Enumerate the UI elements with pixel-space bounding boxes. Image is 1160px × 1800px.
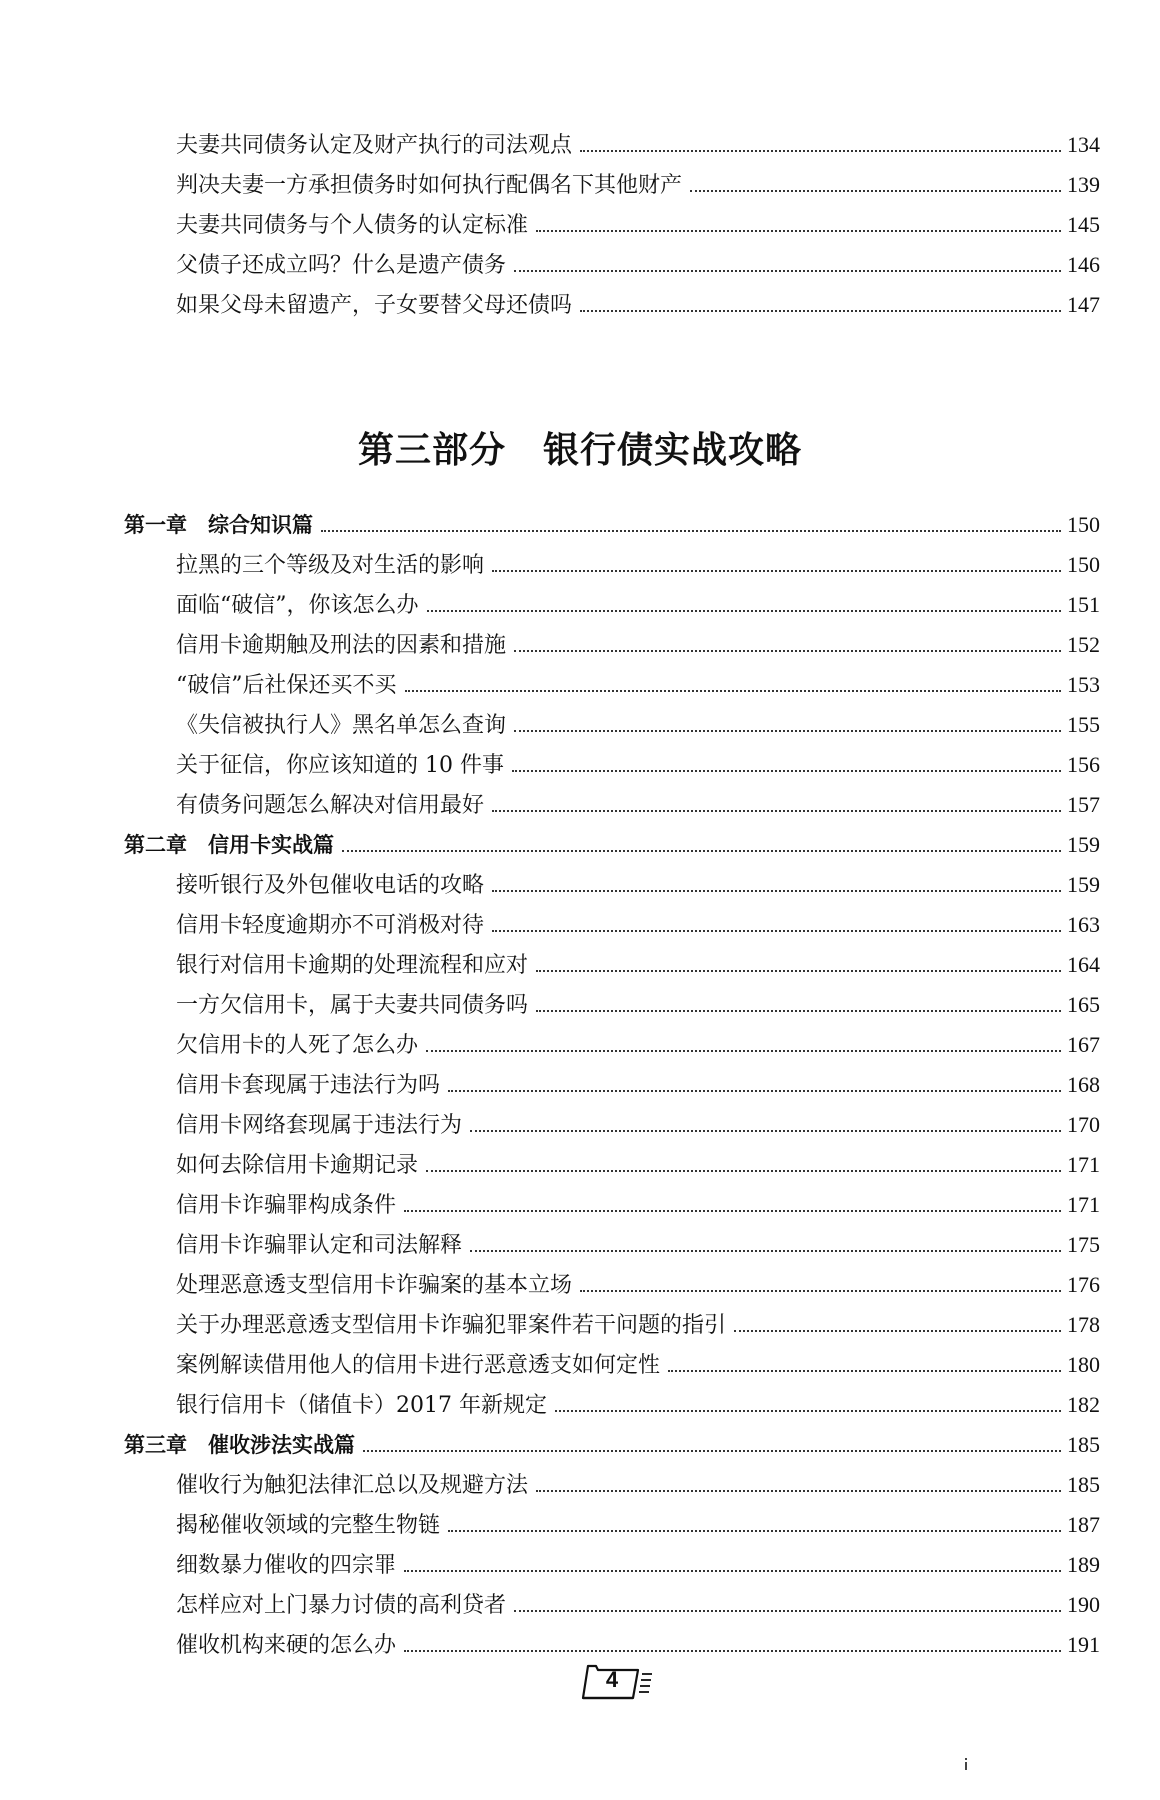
toc-entry bbox=[176, 1630, 1100, 1660]
chapter-page: 185 bbox=[1067, 1432, 1100, 1457]
dot-leader bbox=[580, 310, 1061, 312]
toc-entry bbox=[176, 1590, 1100, 1620]
dot-leader bbox=[536, 970, 1061, 972]
toc-entry bbox=[176, 1390, 1100, 1420]
toc-entry-page: 170 bbox=[1067, 1112, 1100, 1137]
dot-leader bbox=[492, 890, 1061, 892]
dot-leader bbox=[404, 1650, 1061, 1652]
dot-leader bbox=[426, 1050, 1061, 1052]
toc-entry-title: 拉黑的三个等级及对生活的影响 bbox=[176, 553, 485, 578]
toc-entry-title: 一方欠信用卡，属于夫妻共同债务吗 bbox=[176, 993, 529, 1018]
toc-entry bbox=[176, 250, 1100, 280]
toc-entry bbox=[176, 910, 1100, 940]
toc-entry-title: 如何去除信用卡逾期记录 bbox=[176, 1153, 419, 1178]
toc-entry-title: 《失信被执行人》黑名单怎么查询 bbox=[176, 713, 507, 738]
dot-leader bbox=[363, 1450, 1061, 1452]
toc-entry-title: 如果父母未留遗产，子女要替父母还债吗 bbox=[176, 293, 573, 318]
chapter-page: 159 bbox=[1067, 832, 1100, 857]
page-number-badge bbox=[580, 1662, 656, 1702]
toc-entry-page: 171 bbox=[1067, 1192, 1100, 1217]
toc-entry-page: 159 bbox=[1067, 872, 1100, 897]
toc-entry-page: 163 bbox=[1067, 912, 1100, 937]
toc-entry-title: 有债务问题怎么解决对信用最好 bbox=[176, 793, 485, 818]
toc-entry-title: 银行对信用卡逾期的处理流程和应对 bbox=[176, 953, 529, 978]
dot-leader bbox=[734, 1330, 1061, 1332]
toc-entry-title: 欠信用卡的人死了怎么办 bbox=[176, 1033, 419, 1058]
toc-entry bbox=[176, 1070, 1100, 1100]
toc-entry-title: 信用卡诈骗罪构成条件 bbox=[176, 1193, 397, 1218]
toc-entry-title: 催收机构来硬的怎么办 bbox=[176, 1633, 397, 1658]
toc-entry-page: 156 bbox=[1067, 752, 1100, 777]
toc-entry-title: 夫妻共同债务与个人债务的认定标准 bbox=[176, 213, 529, 238]
toc-entry-title: 判决夫妻一方承担债务时如何执行配偶名下其他财产 bbox=[176, 173, 683, 198]
toc-entry-title: 催收行为触犯法律汇总以及规避方法 bbox=[176, 1473, 529, 1498]
toc-entry-page: 152 bbox=[1067, 632, 1100, 657]
dot-leader bbox=[514, 650, 1061, 652]
dot-leader bbox=[492, 570, 1061, 572]
dot-leader bbox=[514, 270, 1061, 272]
dot-leader bbox=[404, 1210, 1061, 1212]
part-heading: 第三部分 银行债实战攻略 bbox=[357, 430, 802, 471]
dot-leader bbox=[668, 1370, 1061, 1372]
toc-entry bbox=[176, 670, 1100, 700]
toc-entry bbox=[176, 1350, 1100, 1380]
dot-leader bbox=[470, 1250, 1061, 1252]
toc-entry-page: 189 bbox=[1067, 1552, 1100, 1577]
toc-entry-page: 165 bbox=[1067, 992, 1100, 1017]
dot-leader bbox=[580, 150, 1061, 152]
dot-leader bbox=[426, 1170, 1061, 1172]
toc-entry-title: 夫妻共同债务认定及财产执行的司法观点 bbox=[176, 133, 573, 158]
scan-mark-icon bbox=[964, 1758, 968, 1770]
toc-entry-title: 细数暴力催收的四宗罪 bbox=[176, 1553, 397, 1578]
toc-entry-title: 信用卡套现属于违法行为吗 bbox=[176, 1073, 441, 1098]
dot-leader bbox=[555, 1410, 1061, 1412]
toc-entry-title: 处理恶意透支型信用卡诈骗案的基本立场 bbox=[176, 1273, 573, 1298]
toc-entry bbox=[176, 290, 1100, 320]
toc-entry-page: 180 bbox=[1067, 1352, 1100, 1377]
dot-leader bbox=[514, 1610, 1061, 1612]
toc-entry-title: 关于办理恶意透支型信用卡诈骗犯罪案件若干问题的指引 bbox=[176, 1313, 727, 1338]
toc-entry-page: 171 bbox=[1067, 1152, 1100, 1177]
toc-entry-page: 190 bbox=[1067, 1592, 1100, 1617]
toc-entry-page: 150 bbox=[1067, 552, 1100, 577]
toc-entry-page: 176 bbox=[1067, 1272, 1100, 1297]
toc-entry bbox=[176, 1230, 1100, 1260]
dot-leader bbox=[321, 530, 1061, 532]
toc-entry bbox=[176, 1270, 1100, 1300]
toc-entry-page: 168 bbox=[1067, 1072, 1100, 1097]
toc-entry bbox=[176, 1150, 1100, 1180]
toc-entry bbox=[176, 870, 1100, 900]
toc-entry-title: “破信”后社保还买不买 bbox=[176, 673, 397, 698]
toc-entry bbox=[176, 170, 1100, 200]
toc-entry-title: 银行信用卡（储值卡）2017 年新规定 bbox=[176, 1393, 547, 1418]
toc-entry-page: 151 bbox=[1067, 592, 1100, 617]
chapter-title: 第一章 综合知识篇 bbox=[124, 513, 313, 537]
toc-entry-title: 接听银行及外包催收电话的攻略 bbox=[176, 873, 485, 898]
dot-leader bbox=[690, 190, 1061, 192]
toc-entry-page: 182 bbox=[1067, 1392, 1100, 1417]
chapter-title: 第三章 催收涉法实战篇 bbox=[124, 1433, 355, 1457]
toc-entry-page: 157 bbox=[1067, 792, 1100, 817]
toc-entry bbox=[176, 210, 1100, 240]
dot-leader bbox=[536, 1490, 1061, 1492]
toc-entry-page: 178 bbox=[1067, 1312, 1100, 1337]
dot-leader bbox=[448, 1090, 1061, 1092]
toc-entry-page: 185 bbox=[1067, 1472, 1100, 1497]
toc-entry-page: 146 bbox=[1067, 252, 1100, 277]
toc-entry bbox=[176, 950, 1100, 980]
page-number: 4 bbox=[605, 1667, 619, 1692]
toc-entry bbox=[176, 130, 1100, 160]
toc-entry-page: 164 bbox=[1067, 952, 1100, 977]
chapter-entry bbox=[124, 510, 1100, 540]
toc-entry bbox=[176, 1510, 1100, 1540]
toc-entry-page: 187 bbox=[1067, 1512, 1100, 1537]
toc-entry-page: 155 bbox=[1067, 712, 1100, 737]
chapter-page: 150 bbox=[1067, 512, 1100, 537]
toc-entry-title: 面临“破信”，你该怎么办 bbox=[176, 593, 419, 618]
toc-entry-page: 145 bbox=[1067, 212, 1100, 237]
toc-entry-page: 139 bbox=[1067, 172, 1100, 197]
toc-entry-page: 147 bbox=[1067, 292, 1100, 317]
dot-leader bbox=[492, 930, 1061, 932]
toc-entry bbox=[176, 630, 1100, 660]
toc-entry-title: 怎样应对上门暴力讨债的高利贷者 bbox=[176, 1593, 507, 1618]
chapter-entry bbox=[124, 830, 1100, 860]
dot-leader bbox=[404, 1570, 1061, 1572]
dot-leader bbox=[512, 770, 1061, 772]
toc-entry-title: 关于征信，你应该知道的 10 件事 bbox=[176, 753, 504, 778]
toc-entry-title: 信用卡轻度逾期亦不可消极对待 bbox=[176, 913, 485, 938]
toc-entry bbox=[176, 550, 1100, 580]
dot-leader bbox=[342, 850, 1061, 852]
toc-entry bbox=[176, 1110, 1100, 1140]
dot-leader bbox=[536, 1010, 1061, 1012]
dot-leader bbox=[427, 610, 1062, 612]
toc-entry bbox=[176, 1550, 1100, 1580]
toc-entry-page: 153 bbox=[1067, 672, 1100, 697]
toc-entry-title: 信用卡逾期触及刑法的因素和措施 bbox=[176, 633, 507, 658]
dot-leader bbox=[580, 1290, 1061, 1292]
dot-leader bbox=[514, 730, 1061, 732]
chapter-entry bbox=[124, 1430, 1100, 1460]
toc-entry bbox=[176, 750, 1100, 780]
toc-entry bbox=[176, 1190, 1100, 1220]
toc-entry-title: 信用卡网络套现属于违法行为 bbox=[176, 1113, 463, 1138]
toc-entry bbox=[176, 790, 1100, 820]
toc-entry-title: 信用卡诈骗罪认定和司法解释 bbox=[176, 1233, 463, 1258]
dot-leader bbox=[448, 1530, 1061, 1532]
dot-leader bbox=[470, 1130, 1061, 1132]
toc-entry bbox=[176, 590, 1100, 620]
toc-entry bbox=[176, 1310, 1100, 1340]
chapter-title: 第二章 信用卡实战篇 bbox=[124, 833, 334, 857]
toc-entry-title: 父债子还成立吗？什么是遗产债务 bbox=[176, 253, 507, 278]
dot-leader bbox=[536, 230, 1061, 232]
toc-entry-title: 案例解读借用他人的信用卡进行恶意透支如何定性 bbox=[176, 1353, 661, 1378]
toc-entry bbox=[176, 710, 1100, 740]
toc-entry bbox=[176, 990, 1100, 1020]
toc-entry-page: 167 bbox=[1067, 1032, 1100, 1057]
toc-entry-title: 揭秘催收领域的完整生物链 bbox=[176, 1513, 441, 1538]
toc-entry-page: 175 bbox=[1067, 1232, 1100, 1257]
toc-entry bbox=[176, 1030, 1100, 1060]
dot-leader bbox=[492, 810, 1061, 812]
toc-entry-page: 134 bbox=[1067, 132, 1100, 157]
toc-entry bbox=[176, 1470, 1100, 1500]
dot-leader bbox=[405, 690, 1062, 692]
toc-entry-page: 191 bbox=[1067, 1632, 1100, 1657]
